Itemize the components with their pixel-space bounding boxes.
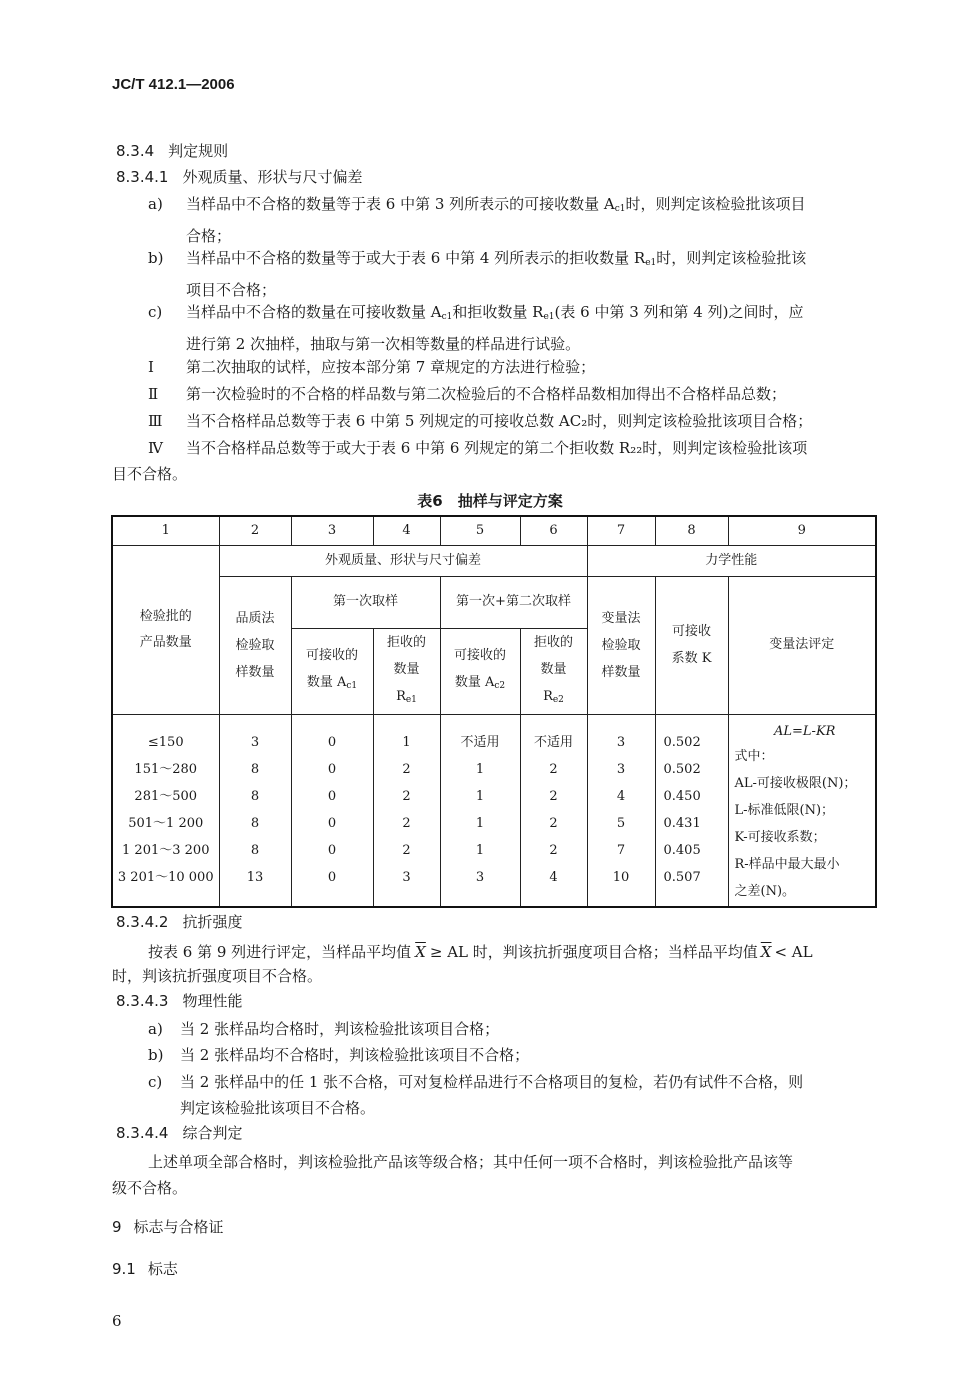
column-number: 2	[219, 516, 291, 545]
list-text: 当不合格样品总数等于或大于表 6 中第 6 列规定的第二个拒收数 R₂₂时，则判定该检验批该项	[186, 439, 808, 457]
x-bar-symbol: $\overline{X}$	[415, 943, 426, 961]
section-number: 9	[112, 1218, 122, 1236]
list-text: 当样品中不合格的数量在可接收数量 $A_{c1}$和拒收数量 $R_{e1}$(表 6 中第 3 列和第 4 列)之间时，应 进行第 2 次抽样，抽取与第一次相等数量的样品进行试验。	[186, 303, 804, 353]
section-title: 综合判定	[182, 1124, 243, 1142]
section-8-3-4-2-heading	[116, 911, 243, 932]
section-number: 8.3.4.3	[116, 992, 169, 1010]
header-reject-1: 拒收的数量 $R_{e1}$	[373, 628, 440, 714]
list-text: 当不合格样品总数等于表 6 中第 5 列规定的可接收总数 AC₂时，则判定该检验批该项目合格；	[186, 412, 813, 430]
list-text: 当样品中不合格的数量等于表 6 中第 3 列所表示的可接收数量 $A_{c1}$时，则判定该检验批该项目 合格；	[186, 195, 806, 245]
header-accept-1: 可接收的数量 $A_{c1}$	[291, 628, 373, 714]
list-text: 当 2 张样品均不合格时，判该检验批该项目不合格；	[180, 1046, 530, 1064]
paragraph-8-3-4-4: 上述单项全部合格时，判该检验批产品该等级合格；其中任何一项不合格时，判该检验批产品该等	[148, 1153, 794, 1171]
column-number: 8	[655, 516, 728, 545]
column-number: 1	[112, 516, 219, 545]
list-text: 当 2 张样品中的任 1 张不合格，可对复检样品进行不合格项目的复检，若仍有试件不合格，则	[180, 1073, 804, 1091]
list-item	[148, 354, 888, 381]
list-item	[148, 381, 888, 408]
section-8-3-4-4-heading	[116, 1122, 243, 1143]
section-title: 判定规则	[168, 142, 229, 160]
paragraph-continuation: 级不合格。	[112, 1179, 188, 1197]
list-marker: a)	[148, 195, 163, 213]
header-second-sampling: 第一次+第二次取样	[440, 576, 587, 628]
column-number: 9	[728, 516, 876, 545]
list-marker: b)	[148, 1046, 164, 1064]
column-number: 7	[587, 516, 655, 545]
accept-1-column: 0 0 0 0 0 0	[291, 714, 373, 907]
section-title: 物理性能	[182, 992, 243, 1010]
section-title: 标志	[147, 1260, 178, 1278]
list-text: 当 2 张样品均合格时，判该检验批该项目合格；	[180, 1020, 500, 1038]
section-title: 外观质量、形状与尺寸偏差	[182, 168, 363, 186]
group-header-row	[112, 545, 876, 576]
table-data-row	[112, 714, 876, 907]
list-marker: b)	[148, 249, 164, 267]
formula: AL=L-KR	[774, 723, 836, 739]
column-number: 5	[440, 516, 520, 545]
header-first-sampling: 第一次取样	[291, 576, 440, 628]
lot-column: ≤150 151～280 281～500 501～1 200 1 201～3 200 3 201～10 000	[112, 714, 219, 907]
list-marker: Ⅳ	[148, 439, 163, 457]
header-variable-sample-qty: 变量法检验取样数量	[587, 576, 655, 714]
section-title: 标志与合格证	[133, 1218, 224, 1236]
list-continuation: 目不合格。	[112, 465, 188, 483]
header-accept-2: 可接收的数量 $A_{c2}$	[440, 628, 520, 714]
list-marker: c)	[148, 303, 163, 321]
header-mechanical-group: 力学性能	[587, 545, 876, 576]
section-8-3-4-3-heading	[116, 990, 243, 1011]
variable-sample-column: 3 3 4 5 7 10	[587, 714, 655, 907]
list-marker: c)	[148, 1073, 163, 1091]
list-continuation: 判定该检验批该项目不合格。	[180, 1099, 376, 1117]
section-number: 8.3.4.4	[116, 1124, 169, 1142]
accept-2-column: 不适用 1 1 1 1 3	[440, 714, 520, 907]
list-item	[148, 1042, 888, 1069]
list-text: 当样品中不合格的数量等于或大于表 6 中第 4 列所表示的拒收数量 $R_{e1}$时，则判定该检验批该 项目不合格；	[186, 249, 807, 299]
list-item	[148, 245, 888, 299]
column-number-row	[112, 516, 876, 545]
standard-code-header: JC/T 412.1—2006	[112, 76, 235, 93]
list-item	[148, 435, 888, 462]
list-marker: Ⅲ	[148, 412, 163, 430]
sub-header-row	[112, 576, 876, 628]
k-column: 0.502 0.502 0.450 0.431 0.405 0.507	[655, 714, 728, 907]
x-bar-symbol: $\overline{X}$	[760, 943, 772, 961]
section-9-1-heading	[112, 1258, 178, 1279]
formula-cell: AL=L-KR 式中： AL-可接收极限(N)； L-标准低限(N)； K-可接收系数； R-样品中最大最小 之差(N)。	[728, 714, 876, 907]
list-item	[148, 1069, 888, 1096]
section-8-3-4-1-heading	[116, 166, 363, 187]
column-number: 6	[520, 516, 587, 545]
reject-2-column: 不适用 2 2 2 2 4	[520, 714, 587, 907]
section-title: 抗折强度	[182, 913, 243, 931]
list-marker: a)	[148, 1020, 163, 1038]
sample-qty-column: 3 8 8 8 8 13	[219, 714, 291, 907]
header-k: 可接收系数 K	[655, 576, 728, 714]
header-reject-2: 拒收的数量 $R_{e2}$	[520, 628, 587, 714]
section-number: 8.3.4.2	[116, 913, 169, 931]
list-item	[148, 408, 888, 435]
page-number: 6	[112, 1312, 122, 1330]
list-marker: Ⅱ	[148, 385, 159, 403]
section-number: 9.1	[112, 1260, 136, 1278]
header-sample-qty: 品质法检验取样数量	[219, 576, 291, 714]
section-8-3-4-heading	[116, 140, 228, 161]
sampling-table	[111, 515, 877, 908]
header-appearance-group: 外观质量、形状与尺寸偏差	[219, 545, 587, 576]
table-caption: 表6 抽样与评定方案	[417, 492, 563, 510]
list-item	[148, 191, 888, 245]
reject-1-column: 1 2 2 2 2 3	[373, 714, 440, 907]
section-number: 8.3.4.1	[116, 168, 169, 186]
paragraph-8-3-4-2: 按表 6 第 9 列进行评定，当样品平均值 $\overline{X}$ ≥ AL 时，判该抗折强度项目合格；当样品平均值 $\overline{X}$ < AL	[148, 943, 813, 961]
list-text: 第一次检验时的不合格的样品数与第二次检验后的不合格样品数相加得出不合格样品总数；	[186, 385, 787, 403]
header-variable-eval: 变量法评定	[728, 576, 876, 714]
list-item	[148, 299, 888, 353]
list-marker: Ⅰ	[148, 358, 154, 376]
list-text: 第二次抽取的试样，应按本部分第 7 章规定的方法进行检验；	[186, 358, 596, 376]
paragraph-continuation: 时，判该抗折强度项目不合格。	[112, 967, 323, 985]
section-number: 8.3.4	[116, 142, 155, 160]
column-number: 4	[373, 516, 440, 545]
header-lot-quantity: 检验批的产品数量	[112, 545, 219, 714]
chapter-9-heading	[112, 1216, 224, 1237]
list-item	[148, 1016, 888, 1043]
column-number: 3	[291, 516, 373, 545]
